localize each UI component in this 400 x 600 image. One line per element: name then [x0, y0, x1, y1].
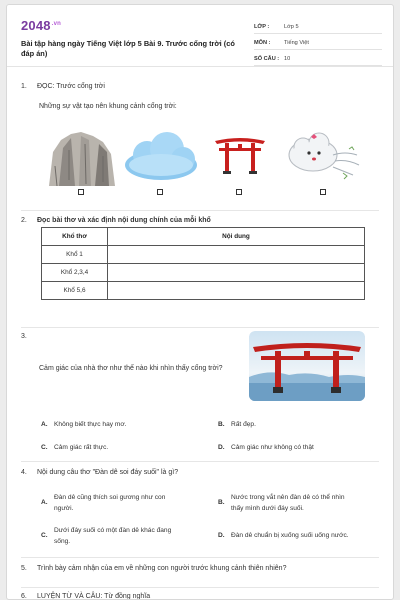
stanza-cell: Khổ 1	[42, 246, 108, 264]
question-1-prompt: Những sự vật tạo nên khung cảnh cổng trời:	[39, 103, 177, 110]
q4-option-a[interactable]: A. Đàn dê cũng thích soi gương như con người.	[41, 494, 166, 512]
q4-option-c[interactable]: C. Dưới đáy suối có một đàn dê khác đang sống.	[41, 527, 172, 545]
divider	[21, 557, 379, 558]
stanza-table	[41, 227, 365, 300]
stanza-cell: Khổ 5,6	[42, 282, 108, 300]
content-cell[interactable]	[108, 282, 365, 300]
torii-gate-image	[213, 135, 267, 175]
question-3-number: 3.	[21, 333, 27, 340]
page-title: Bài tập hàng ngày Tiếng Việt lớp 5 Bài 9. Trước cổng trời (có đáp án)	[21, 39, 235, 58]
table-row	[42, 246, 365, 264]
torii-sea-image	[249, 331, 365, 401]
meta-info	[254, 21, 382, 69]
question-6: 6. LUYỆN TỪ VÀ CÂU: Từ đồng nghĩa	[21, 593, 151, 600]
content-cell[interactable]	[108, 246, 365, 264]
column-header-stanza: Khổ thơ	[42, 228, 108, 246]
question-4: 4. Nội dung câu thơ "Đàn dê soi đáy suối" là gì?	[21, 469, 179, 476]
wind-cloud-checkbox[interactable]	[320, 189, 326, 195]
question-1: 1. ĐỌC: Trước cổng trời	[21, 83, 105, 90]
column-header-content: Nội dung	[108, 228, 365, 246]
question-3: Cảm giác của nhà thơ như thế nào khi nhìn thấy cổng trời?	[39, 365, 223, 372]
cliff-image	[45, 130, 117, 188]
worksheet-header	[7, 5, 393, 67]
stanza-cell: Khổ 2,3,4	[42, 264, 108, 282]
wind-cloud-image	[283, 125, 361, 187]
site-logo[interactable]: $2048^{.vn}$	[21, 18, 62, 33]
worksheet: $2048^{.vn}$ Bài tập hàng ngày Tiếng Việt lớp 5 Bài 9. Trước cổng trời (có đáp án) LỚP : Lớp 5 MÔN : Tiếng Việt SỐ CÂU : 10 1. ĐỌC: Trước cổng trời Những sự vật tạo nên khung cảnh cổng trời: 2. Đọc bài thơ và xác định nội dung chính của mỗi khổ Khổ thơ Nội dung Khổ 1 Khổ 2,3,4 Khổ 5,6 3. Cảm giác của nhà thơ như thế nào khi nhìn thấy cổng trời? A. Không biết thực hay mơ. B. Rất đẹp. C. Cảm giác rất thực. D. Cảm giác như không có thật 4. Nội dung câu thơ "Đàn dê soi đáy suối" là gì? A. Đàn dê cũng thích soi gương như con người. B. Nước trong vắt nên đàn dê có thể nhìn thấy mình dưới đáy suối. C. Dưới đáy suối có một đàn dê khác đang sống. D. Đàn dê chuẩn bị xuống suối uống nước. 5. Trình bày cảm nhận của em về những con người trước khung cảnh thiên nhiên? 6. LUYỆN TỪ VÀ CÂU: Từ đồng nghĩa	[6, 4, 394, 600]
torii-gate-checkbox[interactable]	[236, 189, 242, 195]
content-cell[interactable]	[108, 264, 365, 282]
table-row	[42, 282, 365, 300]
cloud-image	[121, 129, 201, 183]
divider	[21, 461, 379, 462]
meta-grade: LỚP : Lớp 5	[254, 21, 382, 34]
question-2: 2. Đọc bài thơ và xác định nội dung chính của mỗi khổ	[21, 217, 211, 224]
divider	[21, 587, 379, 588]
divider	[21, 327, 379, 328]
divider	[21, 210, 379, 211]
question-5: 5. Trình bày cảm nhận của em về những con người trước khung cảnh thiên nhiên?	[21, 565, 287, 572]
cloud-checkbox[interactable]	[157, 189, 163, 195]
cliff-checkbox[interactable]	[78, 189, 84, 195]
meta-subject: MÔN : Tiếng Việt	[254, 37, 382, 50]
table-row	[42, 264, 365, 282]
q4-option-b[interactable]: B. Nước trong vắt nên đàn dê có thể nhìn thấy mình dưới đáy suối.	[218, 494, 345, 512]
table-header-row	[42, 228, 365, 246]
meta-question-count: SỐ CÂU : 10	[254, 53, 382, 66]
